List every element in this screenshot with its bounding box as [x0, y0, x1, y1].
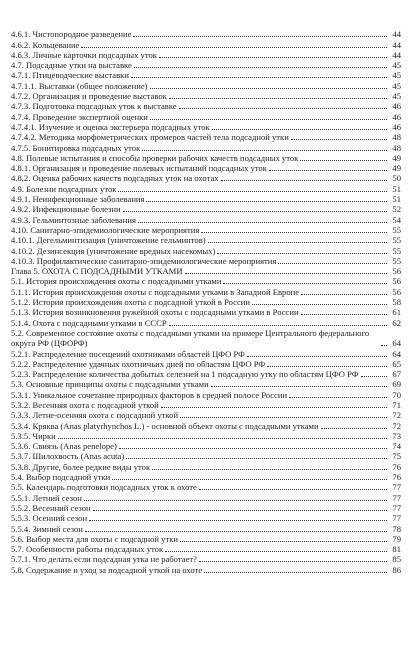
toc-entry-page-number: 77	[392, 502, 401, 513]
toc-entry-title: 4.7.1. Птицеводческие выставки	[11, 70, 129, 81]
toc-entry-page-number: 74	[392, 441, 401, 452]
dot-leader	[211, 386, 387, 387]
dot-leader	[123, 211, 387, 212]
dot-leader	[85, 531, 387, 532]
toc-entry	[11, 461, 401, 471]
toc-entry-page-number: 70	[392, 389, 401, 400]
toc-entry-page-number: 56	[392, 286, 401, 297]
toc-entry-page-number: 54	[392, 214, 401, 225]
dot-leader	[84, 500, 387, 501]
toc-entry-title: 5.5.4. Зимний сезон	[11, 523, 83, 534]
toc-entry-page-number: 77	[392, 492, 401, 503]
toc-entry-title: 4.7. Подсадные утки на выставке	[11, 60, 132, 71]
toc-entry-title: 5.3.1. Уникальное сочетание природных факторов в средней полосе России	[11, 389, 288, 400]
toc-entry-page-number: 61	[392, 307, 401, 318]
toc-entry-title: 4.6.3. Личные карточки подсадных уток	[11, 49, 157, 60]
dot-leader	[179, 108, 387, 109]
toc-entry	[11, 101, 401, 111]
toc-entry	[11, 256, 401, 266]
toc-entry-title: 5.3.2. Весенняя охота с подсадной уткой	[11, 399, 159, 410]
dot-leader	[267, 366, 387, 367]
dot-leader	[58, 438, 387, 439]
toc-entry-title: 5.8. Содержание и уход за подсадной уткой на охоте	[11, 564, 203, 575]
toc-entry	[11, 70, 401, 80]
toc-entry-title: 5.3.7. Шилохвость (Anas acuta)	[11, 451, 125, 462]
toc-entry-title: 5.5. Календарь подготовки подсадных уток к охоте	[11, 482, 197, 493]
dot-leader	[169, 325, 387, 326]
dot-leader	[169, 98, 387, 99]
toc-entry-title: 5.3.6. Свиязь (Anas penelope)	[11, 441, 117, 452]
toc-entry-page-number: 45	[392, 91, 401, 102]
toc-entry	[11, 29, 401, 39]
toc-entry	[11, 194, 401, 204]
toc-entry-page-number: 46	[392, 121, 401, 132]
toc-entry-title: 5.2. Современное состояние охоты с подсадными утками на примере Центрального федерального округа РФ (ЦФОРФ)	[11, 327, 370, 348]
toc-entry-title: 4.9.2. Инфекционные болезни	[11, 204, 121, 215]
toc-entry-title: 4.7.4.1. Изучение и оценка экстерьера подсадных уток	[11, 121, 210, 132]
toc-entry	[11, 472, 401, 482]
dot-leader	[361, 376, 388, 377]
toc-entry-page-number: 48	[392, 132, 401, 143]
toc-entry	[11, 410, 401, 420]
toc-entry-page-number: 45	[392, 70, 401, 81]
toc-entry	[11, 91, 401, 101]
table-of-contents	[11, 29, 401, 575]
toc-entry-page-number: 78	[392, 523, 401, 534]
dot-leader	[150, 88, 388, 89]
toc-entry	[11, 132, 401, 142]
toc-entry-page-number: 45	[392, 80, 401, 91]
dot-leader	[217, 253, 387, 254]
toc-entry	[11, 482, 401, 492]
dot-leader	[119, 448, 387, 449]
dot-leader	[134, 67, 387, 68]
toc-entry-page-number: 50	[392, 173, 401, 184]
toc-entry	[11, 266, 401, 276]
toc-entry-title: 4.6.1. Чистопородное разведение	[11, 29, 132, 40]
dot-leader	[247, 356, 387, 357]
dot-leader	[89, 520, 387, 521]
dot-leader	[321, 428, 387, 429]
toc-entry-title: 5.1. История происхождения охоты с подсадными утками	[11, 276, 222, 287]
toc-entry-title: 4.9. Болезни подсадных уток	[11, 183, 117, 194]
dot-leader	[199, 561, 387, 562]
toc-entry-page-number: 65	[392, 358, 401, 369]
toc-entry-page-number: 55	[392, 235, 401, 246]
toc-entry	[11, 39, 401, 49]
toc-entry	[11, 225, 401, 235]
toc-entry	[11, 379, 401, 389]
toc-entry	[11, 369, 401, 379]
toc-entry-page-number: 75	[392, 451, 401, 462]
toc-entry	[11, 183, 401, 193]
dot-leader	[269, 170, 387, 171]
toc-entry-title: 4.9.1. Неинфекционные заболевания	[11, 194, 145, 205]
toc-entry-page-number: 79	[392, 533, 401, 544]
toc-entry-page-number: 46	[392, 111, 401, 122]
dot-leader	[81, 47, 387, 48]
dot-leader	[252, 304, 387, 305]
toc-entry	[11, 534, 401, 544]
toc-entry-page-number: 76	[392, 472, 401, 483]
dot-leader	[185, 273, 387, 274]
toc-entry	[11, 235, 401, 245]
toc-entry-title: 5.1.3. История возникновения ружейной охоты с подсадными утками в России	[11, 307, 299, 318]
dot-leader	[208, 242, 387, 243]
toc-entry-title: 4.6.2. Кольцевание	[11, 39, 80, 50]
toc-entry-page-number: 45	[392, 60, 401, 71]
toc-entry-title: 5.4. Выбор подсадной утки	[11, 472, 111, 483]
toc-entry-title: Глава 5. ОХОТА С ПОДСАДНЫМИ УТКАМИ	[11, 266, 183, 277]
toc-entry-page-number: 49	[392, 163, 401, 174]
toc-entry-title: 4.7.4. Проведение экспертной оценки	[11, 111, 148, 122]
toc-entry-page-number: 62	[392, 317, 401, 328]
toc-entry	[11, 348, 401, 358]
toc-entry-title: 5.5.3. Осенний сезон	[11, 513, 88, 524]
toc-entry-title: 5.3.4. Кряква (Anas platyrhynchos L.) - основной объект охоты с подсадными утками	[11, 420, 319, 431]
toc-entry	[11, 153, 401, 163]
toc-entry	[11, 214, 401, 224]
toc-entry	[11, 297, 401, 307]
toc-entry-page-number: 76	[392, 461, 401, 472]
toc-entry-page-number: 56	[392, 266, 401, 277]
toc-entry-title: 4.9.3. Гельминтозные заболевания	[11, 214, 136, 225]
toc-entry	[11, 564, 401, 574]
toc-entry-title: 5.6. Выбор места для охоты с подсадной утки	[11, 533, 178, 544]
dot-leader	[278, 263, 387, 264]
toc-entry-page-number: 71	[392, 399, 401, 410]
toc-entry-page-number: 56	[392, 276, 401, 287]
dot-leader	[142, 150, 387, 151]
dot-leader	[291, 139, 387, 140]
toc-entry	[11, 276, 401, 286]
toc-entry	[11, 142, 401, 152]
toc-entry-title: 5.3.3. Летне-осенняя охота с подсадной уткой	[11, 410, 179, 421]
toc-entry	[11, 554, 401, 564]
toc-entry-page-number: 64	[392, 348, 401, 359]
toc-entry	[11, 431, 401, 441]
toc-entry-title: 5.7.1. Что делать если подсадная утка не работает?	[11, 554, 197, 565]
toc-entry-page-number: 77	[392, 482, 401, 493]
toc-entry-title: 4.10.1. Дегельминтизация (уничтожение гельминтов)	[11, 235, 206, 246]
toc-entry-page-number: 51	[392, 183, 401, 194]
toc-entry-page-number: 55	[392, 224, 401, 235]
toc-entry-page-number: 58	[392, 297, 401, 308]
dot-leader	[152, 469, 387, 470]
dot-leader	[204, 572, 387, 573]
toc-entry-page-number: 44	[392, 29, 401, 40]
toc-entry	[11, 359, 401, 369]
toc-entry-page-number: 46	[392, 101, 401, 112]
toc-entry-title: 4.7.1.1. Выставки (общее положение)	[11, 80, 148, 91]
toc-entry-title: 5.5.1. Летний сезон	[11, 492, 82, 503]
toc-entry-title: 5.1.2. История происхождения охоты с подсадной уткой в России	[11, 297, 250, 308]
dot-leader	[199, 489, 387, 490]
dot-leader	[165, 551, 387, 552]
toc-entry-page-number: 49	[392, 152, 401, 163]
dot-leader	[300, 160, 387, 161]
dot-leader	[223, 283, 387, 284]
dot-leader	[126, 458, 387, 459]
dot-leader	[289, 397, 387, 398]
dot-leader	[138, 222, 387, 223]
dot-leader	[301, 294, 387, 295]
toc-entry	[11, 513, 401, 523]
toc-entry-page-number: 55	[392, 255, 401, 266]
dot-leader	[133, 36, 387, 37]
dot-leader	[150, 119, 387, 120]
dot-leader	[301, 314, 387, 315]
dot-leader	[146, 201, 387, 202]
toc-entry-page-number: 51	[392, 194, 401, 205]
toc-entry-page-number: 81	[392, 544, 401, 555]
toc-entry-title: 4.7.3. Подготовка подсадных уток к выставке	[11, 101, 177, 112]
toc-entry-title: 4.8.2. Оценка рабочих качеств подсадных уток на охотах	[11, 173, 219, 184]
toc-entry-title: 5.2.2. Распределение удачных охотничьих дней по областям ЦФО РФ	[11, 358, 266, 369]
toc-entry	[11, 451, 401, 461]
toc-entry	[11, 204, 401, 214]
toc-entry-title: 5.1.1. История происхождения охоты с подсадными утками в Западной Европе	[11, 286, 300, 297]
toc-entry	[11, 307, 401, 317]
toc-entry-page-number: 44	[392, 49, 401, 60]
toc-entry-page-number: 72	[392, 420, 401, 431]
toc-entry-page-number: 86	[392, 564, 401, 575]
toc-entry	[11, 111, 401, 121]
toc-entry	[11, 286, 401, 296]
toc-entry-title: 4.7.4.2. Методика морфометрических промеров частей тела подсадной утки	[11, 132, 289, 143]
toc-entry-page-number: 73	[392, 430, 401, 441]
toc-entry-title: 5.3.8. Другие, более редкие виды уток	[11, 461, 151, 472]
toc-entry-title: 5.3.5. Чирки	[11, 430, 56, 441]
dot-leader	[180, 417, 387, 418]
toc-entry	[11, 523, 401, 533]
dot-leader	[161, 407, 387, 408]
toc-entry-page-number: 64	[392, 338, 401, 349]
toc-entry	[11, 420, 401, 430]
toc-entry-title: 4.10.2. Дезинсекция (уничтожение вредных насекомых)	[11, 245, 216, 256]
toc-entry	[11, 80, 401, 90]
toc-entry-page-number: 48	[392, 142, 401, 153]
toc-entry-page-number: 72	[392, 410, 401, 421]
toc-entry	[11, 441, 401, 451]
dot-leader	[381, 345, 387, 346]
toc-entry-title: 5.2.1. Распределение посещений охотниками областей ЦФО РФ	[11, 348, 245, 359]
toc-entry-title: 5.2.3. Распределение количества добытых селезней на 1 подсадную утку по областям ЦФО РФ	[11, 369, 359, 380]
toc-entry	[11, 328, 401, 349]
toc-entry-title: 5.1.4. Охота с подсадными утками в СССР	[11, 317, 167, 328]
dot-leader	[118, 191, 387, 192]
dot-leader	[212, 129, 387, 130]
toc-entry-title: 4.10. Санитарно-эпидемиологические мероприятия	[11, 224, 200, 235]
toc-entry-page-number: 44	[392, 39, 401, 50]
toc-entry-page-number: 69	[392, 379, 401, 390]
toc-entry-page-number: 85	[392, 554, 401, 565]
toc-entry	[11, 317, 401, 327]
toc-entry	[11, 245, 401, 255]
toc-entry	[11, 50, 401, 60]
toc-entry	[11, 400, 401, 410]
dot-leader	[221, 180, 387, 181]
dot-leader	[201, 232, 387, 233]
toc-entry-title: 4.10.3. Профилактические санитарно-эпидемиологические мероприятия	[11, 255, 277, 266]
toc-entry	[11, 544, 401, 554]
toc-entry-title: 5.7. Особенности работы подсадных уток	[11, 544, 164, 555]
toc-entry	[11, 60, 401, 70]
toc-entry	[11, 503, 401, 513]
dot-leader	[93, 510, 387, 511]
toc-entry	[11, 173, 401, 183]
dot-leader	[159, 57, 387, 58]
dot-leader	[180, 541, 387, 542]
toc-entry-page-number: 55	[392, 245, 401, 256]
toc-entry-page-number: 52	[392, 204, 401, 215]
toc-entry	[11, 492, 401, 502]
toc-entry-title: 5.3. Основные принципы охоты с подсадными утками	[11, 379, 209, 390]
dot-leader	[112, 479, 387, 480]
toc-entry	[11, 389, 401, 399]
toc-entry	[11, 163, 401, 173]
toc-entry-title: 4.7.2. Организация и проведение выставок	[11, 91, 167, 102]
toc-entry-page-number: 77	[392, 513, 401, 524]
dot-leader	[131, 77, 387, 78]
toc-entry-title: 4.8. Полевые испытания и способы проверки рабочих качеств подсадных уток	[11, 152, 299, 163]
toc-entry-title: 4.8.1. Организация и проведение полевых испытаний подсадных уток	[11, 163, 267, 174]
toc-entry-page-number: 67	[392, 369, 401, 380]
toc-entry-title: 5.5.2. Весенний сезон	[11, 502, 91, 513]
toc-entry	[11, 122, 401, 132]
toc-entry-title: 4.7.5. Бонитировка подсадных уток	[11, 142, 141, 153]
